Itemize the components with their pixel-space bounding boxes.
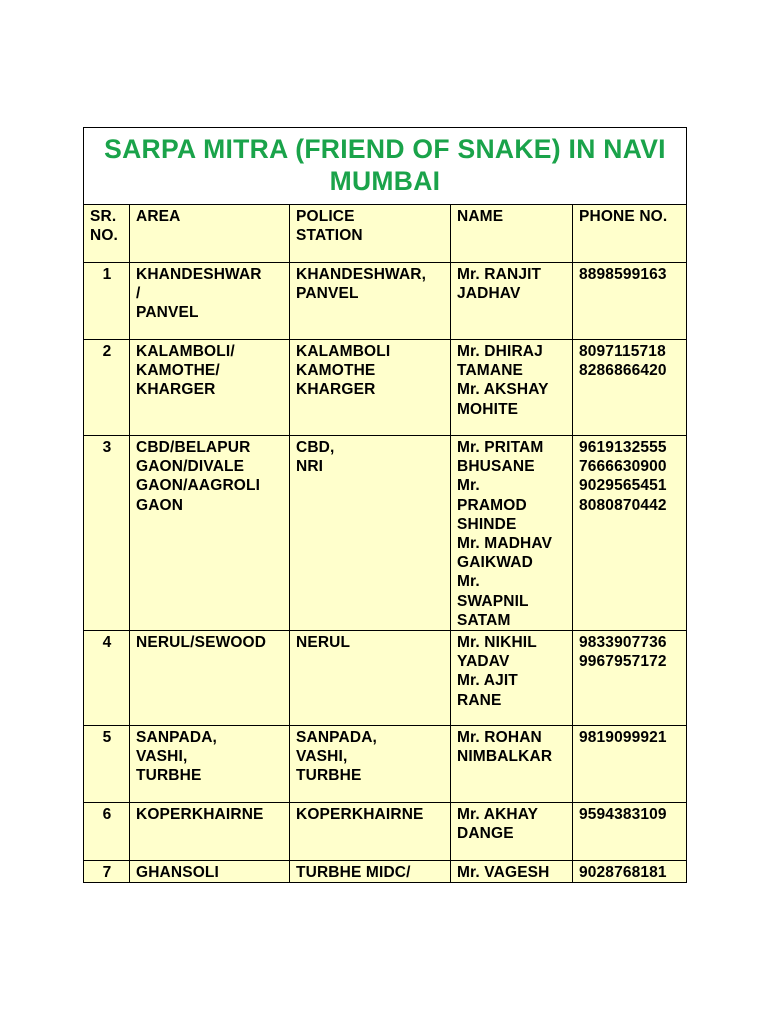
header-sr-no: SR. NO.	[84, 205, 130, 263]
phone-cell: 9028768181	[573, 861, 687, 883]
header-area: AREA	[130, 205, 290, 263]
document-title: SARPA MITRA (FRIEND OF SNAKE) IN NAVI MUMBAI	[84, 128, 687, 205]
phone-cell: 9819099921	[573, 726, 687, 803]
name-cell: Mr. VAGESH	[451, 861, 573, 883]
table-row	[84, 340, 687, 436]
sr-no-cell: 5	[84, 726, 130, 803]
header-police-station: POLICE STATION	[290, 205, 451, 263]
sr-no-cell: 3	[84, 436, 130, 631]
police-station-cell: KHANDESHWAR, PANVEL	[290, 263, 451, 340]
header-row	[84, 205, 687, 263]
table-row	[84, 726, 687, 803]
name-cell: Mr. PRITAM BHUSANE Mr. PRAMOD SHINDE Mr. MADHAV GAIKWAD Mr. SWAPNIL SATAM	[451, 436, 573, 631]
sr-no-cell: 1	[84, 263, 130, 340]
area-cell: KHANDESHWAR / PANVEL	[130, 263, 290, 340]
header-phone: PHONE NO.	[573, 205, 687, 263]
name-cell: Mr. RANJIT JADHAV	[451, 263, 573, 340]
police-station-cell: KOPERKHAIRNE	[290, 803, 451, 861]
phone-cell: 8097115718 8286866420	[573, 340, 687, 436]
police-station-cell: NERUL	[290, 631, 451, 726]
sr-no-cell: 2	[84, 340, 130, 436]
police-station-cell: TURBHE MIDC/	[290, 861, 451, 883]
table-row	[84, 436, 687, 631]
sr-no-cell: 7	[84, 861, 130, 883]
area-cell: KOPERKHAIRNE	[130, 803, 290, 861]
police-station-cell: CBD, NRI	[290, 436, 451, 631]
title-row	[84, 128, 687, 205]
police-station-cell: SANPADA, VASHI, TURBHE	[290, 726, 451, 803]
police-station-cell: KALAMBOLI KAMOTHE KHARGER	[290, 340, 451, 436]
phone-cell: 9619132555 7666630900 9029565451 8080870442	[573, 436, 687, 631]
phone-cell: 8898599163	[573, 263, 687, 340]
sarpa-mitra-table	[83, 127, 687, 883]
name-cell: Mr. NIKHIL YADAV Mr. AJIT RANE	[451, 631, 573, 726]
table-row	[84, 861, 687, 883]
table-row	[84, 631, 687, 726]
area-cell: GHANSOLI	[130, 861, 290, 883]
table-row	[84, 803, 687, 861]
header-name: NAME	[451, 205, 573, 263]
table-row	[84, 263, 687, 340]
phone-cell: 9833907736 9967957172	[573, 631, 687, 726]
area-cell: SANPADA, VASHI, TURBHE	[130, 726, 290, 803]
name-cell: Mr. AKHAY DANGE	[451, 803, 573, 861]
sr-no-cell: 6	[84, 803, 130, 861]
phone-cell: 9594383109	[573, 803, 687, 861]
area-cell: CBD/BELAPUR GAON/DIVALE GAON/AAGROLI GAON	[130, 436, 290, 631]
sr-no-cell: 4	[84, 631, 130, 726]
name-cell: Mr. ROHAN NIMBALKAR	[451, 726, 573, 803]
name-cell: Mr. DHIRAJ TAMANE Mr. AKSHAY MOHITE	[451, 340, 573, 436]
area-cell: NERUL/SEWOOD	[130, 631, 290, 726]
area-cell: KALAMBOLI/ KAMOTHE/ KHARGER	[130, 340, 290, 436]
